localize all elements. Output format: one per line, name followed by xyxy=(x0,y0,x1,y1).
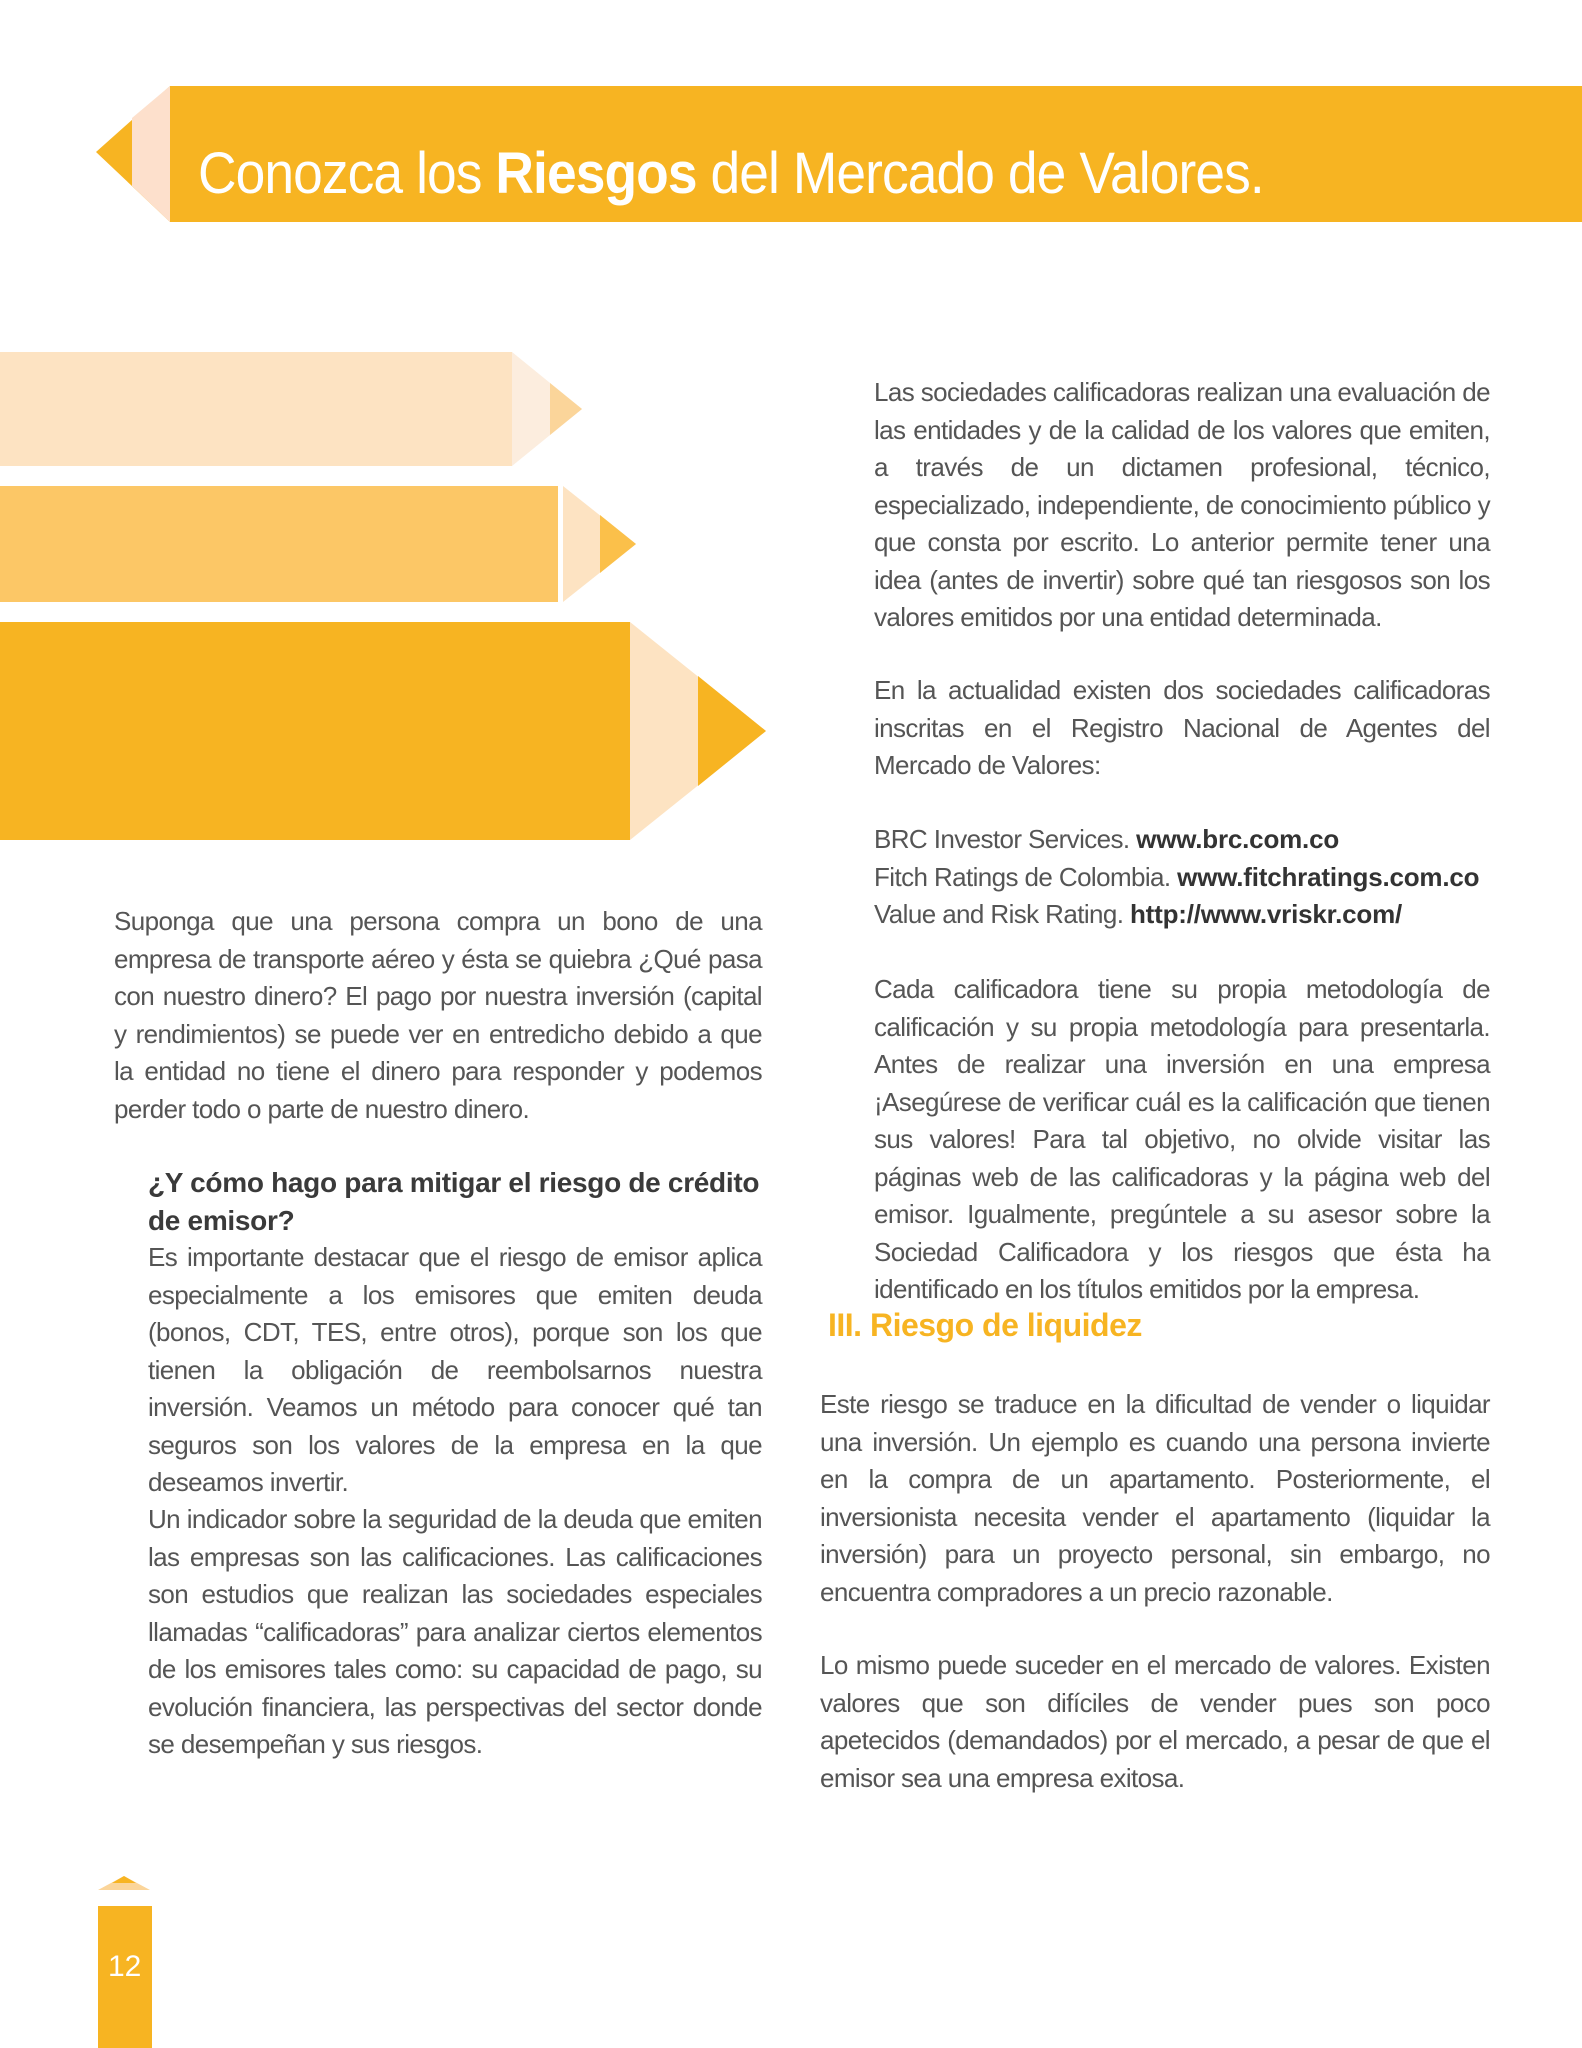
agency-item-fitch: Fitch Ratings de Colombia. www.fitchratings.com.co xyxy=(874,861,1480,892)
liquidity-paragraph: Este riesgo se traduce en la dificultad de vender o liquidar una inversión. Un ejemplo es cuando una persona invierte en la compra de un apartamento. Posteriormente, el inversionista necesita vender el apartamento (liquidar la inversión) para un proyecto personal, sin embargo, no encuentra compradores a un precio razonable. xyxy=(820,1389,1490,1607)
ratings-paragraph: Un indicador sobre la seguridad de la deuda que emiten las empresas son las calificaciones. Las calificaciones son estudios que realizan las sociedades especiales llamadas “calificadoras” para analizar ciertos elementos de los emisores tales como: su capacidad de pago, su evolución financiera, las perspectivas del sector donde se desempeñan y sus riesgos. xyxy=(148,1504,762,1759)
registered-agencies-paragraph: En la actualidad existen dos sociedades calificadoras inscritas en el Registro Nacional de Agentes del Mercado de Valores: xyxy=(874,675,1490,780)
question-answer-paragraph: Es importante destacar que el riesgo de emisor aplica especialmente a los emisores que emiten deuda (bonos, CDT, TES, entre otros), porque son los que tienen la obligación de reembolsarnos nuestra inversión. Veamos un método para conocer qué tan seguros son los valores de la empresa en la que deseamos invertir. xyxy=(148,1242,762,1497)
agency-link-brc[interactable]: www.brc.com.co xyxy=(1136,824,1340,854)
page-number: 12 xyxy=(108,1950,142,1983)
agency-list xyxy=(874,821,1514,934)
methodology-paragraph: Cada calificadora tiene su propia metodología de calificación y su propia metodología para presentarla. Antes de realizar una inversión en una empresa ¡Asegúrese de verificar cuál es la calificación que tienen sus valores! Para tal objetivo, no olvide visitar las páginas web de las calificadoras y la página web del emisor. Igualmente, pregúntele a su asesor sobre la Sociedad Calificadora y los riesgos que ésta ha identificado en los títulos emitidos por la empresa. xyxy=(874,974,1490,1304)
intro-paragraph: Suponga que una persona compra un bono de una empresa de transporte aéreo y ésta se quiebra ¿Qué pasa con nuestro dinero? El pago por nuestra inversión (capital y rendimientos) se puede ver en entredicho debido a que la entidad no tiene el dinero para responder y podemos perder todo o parte de nuestro dinero. xyxy=(114,906,762,1124)
page-title: Conozca los Riesgos del Mercado de Valores. xyxy=(198,141,1264,206)
section-heading-liquidity: III. Riesgo de liquidez xyxy=(828,1307,1142,1343)
agency-item-brc: BRC Investor Services. www.brc.com.co xyxy=(874,824,1340,854)
agency-link-vriskr[interactable]: http://www.vriskr.com/ xyxy=(1129,899,1403,929)
liquidity-market-paragraph: Lo mismo puede suceder en el mercado de valores. Existen valores que son difíciles de vender pues son poco apetecidos (demandados) por el mercado, a pesar de que el emisor sea una empresa exitosa. xyxy=(820,1650,1490,1793)
question-heading: ¿Y cómo hago para mitigar el riesgo de crédito de emisor? xyxy=(148,1167,760,1236)
rating-agencies-paragraph: Las sociedades calificadoras realizan una evaluación de las entidades y de la calidad de los valores que emiten, a través de un dictamen profesional, técnico, especializado, independiente, de conocimiento público y que consta por escrito. Lo anterior permite tener una idea (antes de invertir) sobre qué tan riesgosos son los valores emitidos por una entidad determinada. xyxy=(874,377,1490,632)
agency-item-vriskr: Value and Risk Rating. http://www.vriskr.com/ xyxy=(874,899,1403,929)
page-number-tab xyxy=(0,0,200,2048)
agency-link-fitch[interactable]: www.fitchratings.com.co xyxy=(1177,861,1480,892)
